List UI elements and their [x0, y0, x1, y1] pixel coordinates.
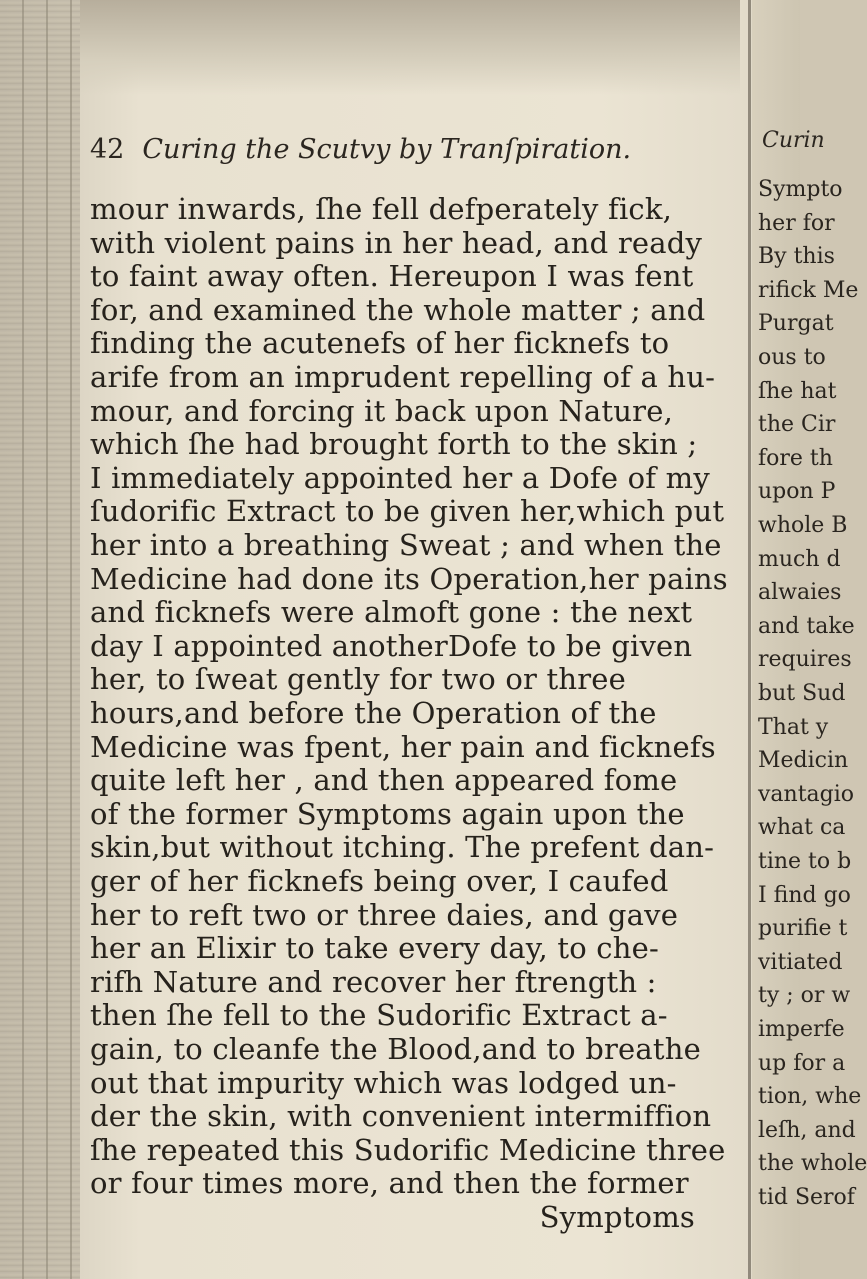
- left-page: [90, 120, 740, 1234]
- text-line: to faint away often. Hereupon I was fent: [90, 259, 694, 294]
- page-divider: [748, 0, 751, 1279]
- next-page-line: fore th: [758, 445, 833, 471]
- next-page-line: rifick Me: [758, 277, 859, 303]
- next-page-line: Sympto: [758, 177, 843, 202]
- next-page-line: tion, whe: [758, 1084, 862, 1110]
- gutter-line: [46, 0, 48, 1279]
- next-page-line: That y: [758, 714, 829, 740]
- text-line: Symptoms: [539, 1200, 695, 1234]
- next-page-line: whole B: [758, 513, 848, 538]
- text-line: hours,and before the Operation of the: [90, 696, 657, 730]
- next-page-line: ty ; or w: [758, 983, 851, 1009]
- text-line: mour, and forcing it back upon Nature,: [90, 393, 673, 428]
- text-line: skin,but without itching. The prefent dan-: [90, 830, 715, 865]
- text-line: der the skin, with convenient intermiffion: [90, 1099, 712, 1134]
- next-page-line: the Cir: [758, 412, 836, 438]
- text-line: I immediately appointed her a Dofe of my: [90, 460, 710, 495]
- next-page-line: requires: [758, 647, 852, 673]
- next-page-line: upon P: [758, 479, 836, 505]
- next-page-line: alwaies: [758, 580, 842, 606]
- text-line: of the former Symptoms again upon the: [90, 796, 685, 831]
- text-line: with violent pains in her head, and ready: [90, 225, 703, 260]
- text-line: gain, to cleanfe the Blood,and to breathe: [90, 1032, 701, 1066]
- gutter-line: [70, 0, 72, 1279]
- next-page-line: the whole: [758, 1151, 867, 1177]
- text-line: ſudorific Extract to be given her,which put: [90, 494, 725, 529]
- next-page-line: purifie t: [758, 916, 848, 942]
- text-line: ger of her ficknefs being over, I caufed: [90, 864, 669, 898]
- page-number: 42: [90, 134, 125, 165]
- next-page-line: up for a: [758, 1050, 846, 1076]
- text-line: mour inwards, ſhe fell defperately fick,: [90, 192, 673, 226]
- text-line: or four times more, and then the former: [90, 1166, 689, 1201]
- text-line: out that impurity which was lodged un-: [90, 1065, 677, 1100]
- text-line: her to reft two or three daies, and gave: [90, 897, 679, 932]
- next-page-line: I find go: [758, 882, 851, 908]
- running-head-title: Curing the Scutvy by Tranſpiration.: [142, 134, 632, 165]
- text-line: and ficknefs were almoft gone : the next: [90, 595, 693, 630]
- text-line: her an Elixir to take every day, to che-: [90, 931, 659, 966]
- next-page-line: tid Serof: [758, 1185, 855, 1210]
- next-page-line: tine to b: [758, 849, 852, 874]
- text-line: ſhe repeated this Sudorific Medicine three: [90, 1132, 726, 1167]
- text-line: her, to ſweat gently for two or three: [90, 662, 626, 697]
- next-page-line: ous to: [758, 345, 826, 370]
- next-page-line: leſh, and: [758, 1117, 856, 1143]
- next-page-running-head: Curin: [762, 128, 825, 153]
- text-line: arife from an imprudent repelling of a hu-: [90, 360, 716, 394]
- next-page-line: what ca: [758, 815, 846, 841]
- gutter-line: [22, 0, 24, 1279]
- text-line: then ſhe fell to the Sudorific Extract a-: [90, 998, 668, 1033]
- right-page-edge: [752, 0, 867, 1279]
- text-line: Medicine was fpent, her pain and ficknefs: [90, 729, 716, 764]
- next-page-line: her for: [758, 210, 835, 236]
- text-line: Medicine had done its Operation,her pains: [90, 561, 728, 596]
- next-page-line: vantagio: [758, 781, 855, 807]
- text-line: rifh Nature and recover her ftrength :: [90, 964, 657, 999]
- book-gutter: [0, 0, 80, 1279]
- next-page-line: but Sud: [758, 681, 846, 706]
- next-page-line: and take: [758, 613, 855, 639]
- next-page-line: vitiated: [758, 949, 843, 975]
- text-line: which ſhe had brought forth to the skin ;: [90, 427, 698, 462]
- next-page-line: ſhe hat: [758, 378, 837, 404]
- text-line: day I appointed anotherDofe to be given: [90, 628, 693, 663]
- next-page-line: Purgat: [758, 311, 834, 337]
- page-top-shadow: [80, 0, 740, 95]
- next-page-line: imperfe: [758, 1017, 845, 1042]
- running-head: [90, 134, 730, 180]
- next-page-line: By this: [758, 244, 835, 270]
- text-line: her into a breathing Sweat ; and when the: [90, 528, 722, 562]
- text-line: finding the acutenefs of her ficknefs to: [90, 326, 670, 361]
- text-line: for, and examined the whole matter ; and: [90, 292, 706, 327]
- text-line: quite left her , and then appeared fome: [90, 763, 678, 798]
- next-page-line: Medicin: [758, 748, 849, 774]
- next-page-line: much d: [758, 546, 841, 572]
